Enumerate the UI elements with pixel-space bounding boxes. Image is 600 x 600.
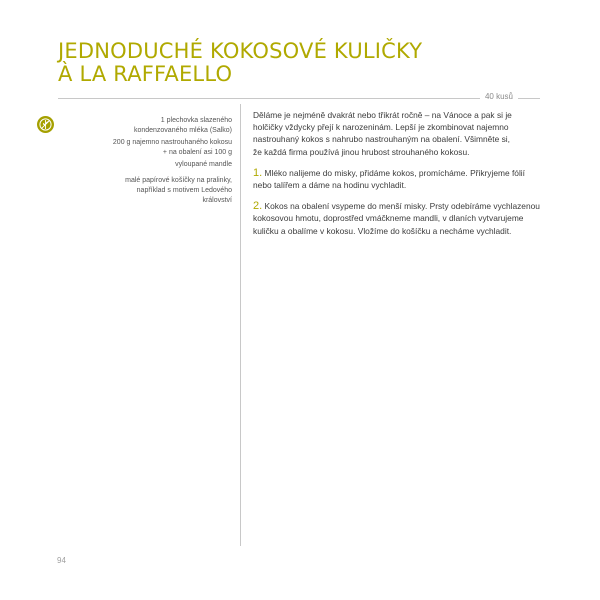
ingredient-item: vyloupané mandle (175, 161, 232, 168)
recipe-title-line-2: À LA RAFFAELLO (58, 62, 233, 86)
step-number: 1. (253, 166, 263, 179)
ingredient-item: malé papírové košíčky na pralinky, například s motivem Ledového království (125, 177, 232, 204)
recipe-title (58, 40, 422, 86)
page-number: 94 (57, 556, 66, 565)
servings-label: 40 kusů (484, 92, 514, 101)
ingredient-item: 200 g najemno nastrouhaného kokosu + na obalení asi 100 g (112, 139, 232, 156)
title-divider-right (518, 98, 540, 99)
instructions (253, 109, 553, 246)
step-text: Kokos na obalení vsypeme do menší misky. Prsty odebíráme vychlazenou kokosovou hmotu, doprostřed vmáčkneme mandli, v dlaních vytvarujeme kuličku a obalíme v kokosu. Vložíme do košíčku a necháme vychladit. (253, 201, 540, 236)
ingredients-list (108, 116, 232, 208)
column-divider (240, 104, 241, 546)
step-text: Mléko nalijeme do misky, přidáme kokos, promícháme. Přikryjeme fólií nebo talířem a dáme na hodinu vychladit. (253, 167, 525, 191)
recipe-title-line-1: JEDNODUCHÉ KOKOSOVÉ KULIČKY (58, 39, 423, 63)
step-1 (253, 167, 553, 191)
intro-paragraph: Děláme je nejméně dvakrát nebo třikrát ročně – na Vánoce a pak si je holčičky vždycky přejí k narozeninám. Lepší je zkombinovat najemno nastrouhaný kokos s nahrubo nastrouhaným na obalení. Všimněte si, že každá firma používá jinou hrubost strouhaného kokosu. (253, 110, 512, 157)
ingredient-item: 1 plechovka slazeného kondenzovaného mléka (Salko) (133, 117, 232, 134)
step-number: 2. (253, 200, 263, 213)
step-2 (253, 200, 553, 237)
title-divider-left (58, 98, 480, 99)
plant-symbol-icon (37, 116, 54, 133)
